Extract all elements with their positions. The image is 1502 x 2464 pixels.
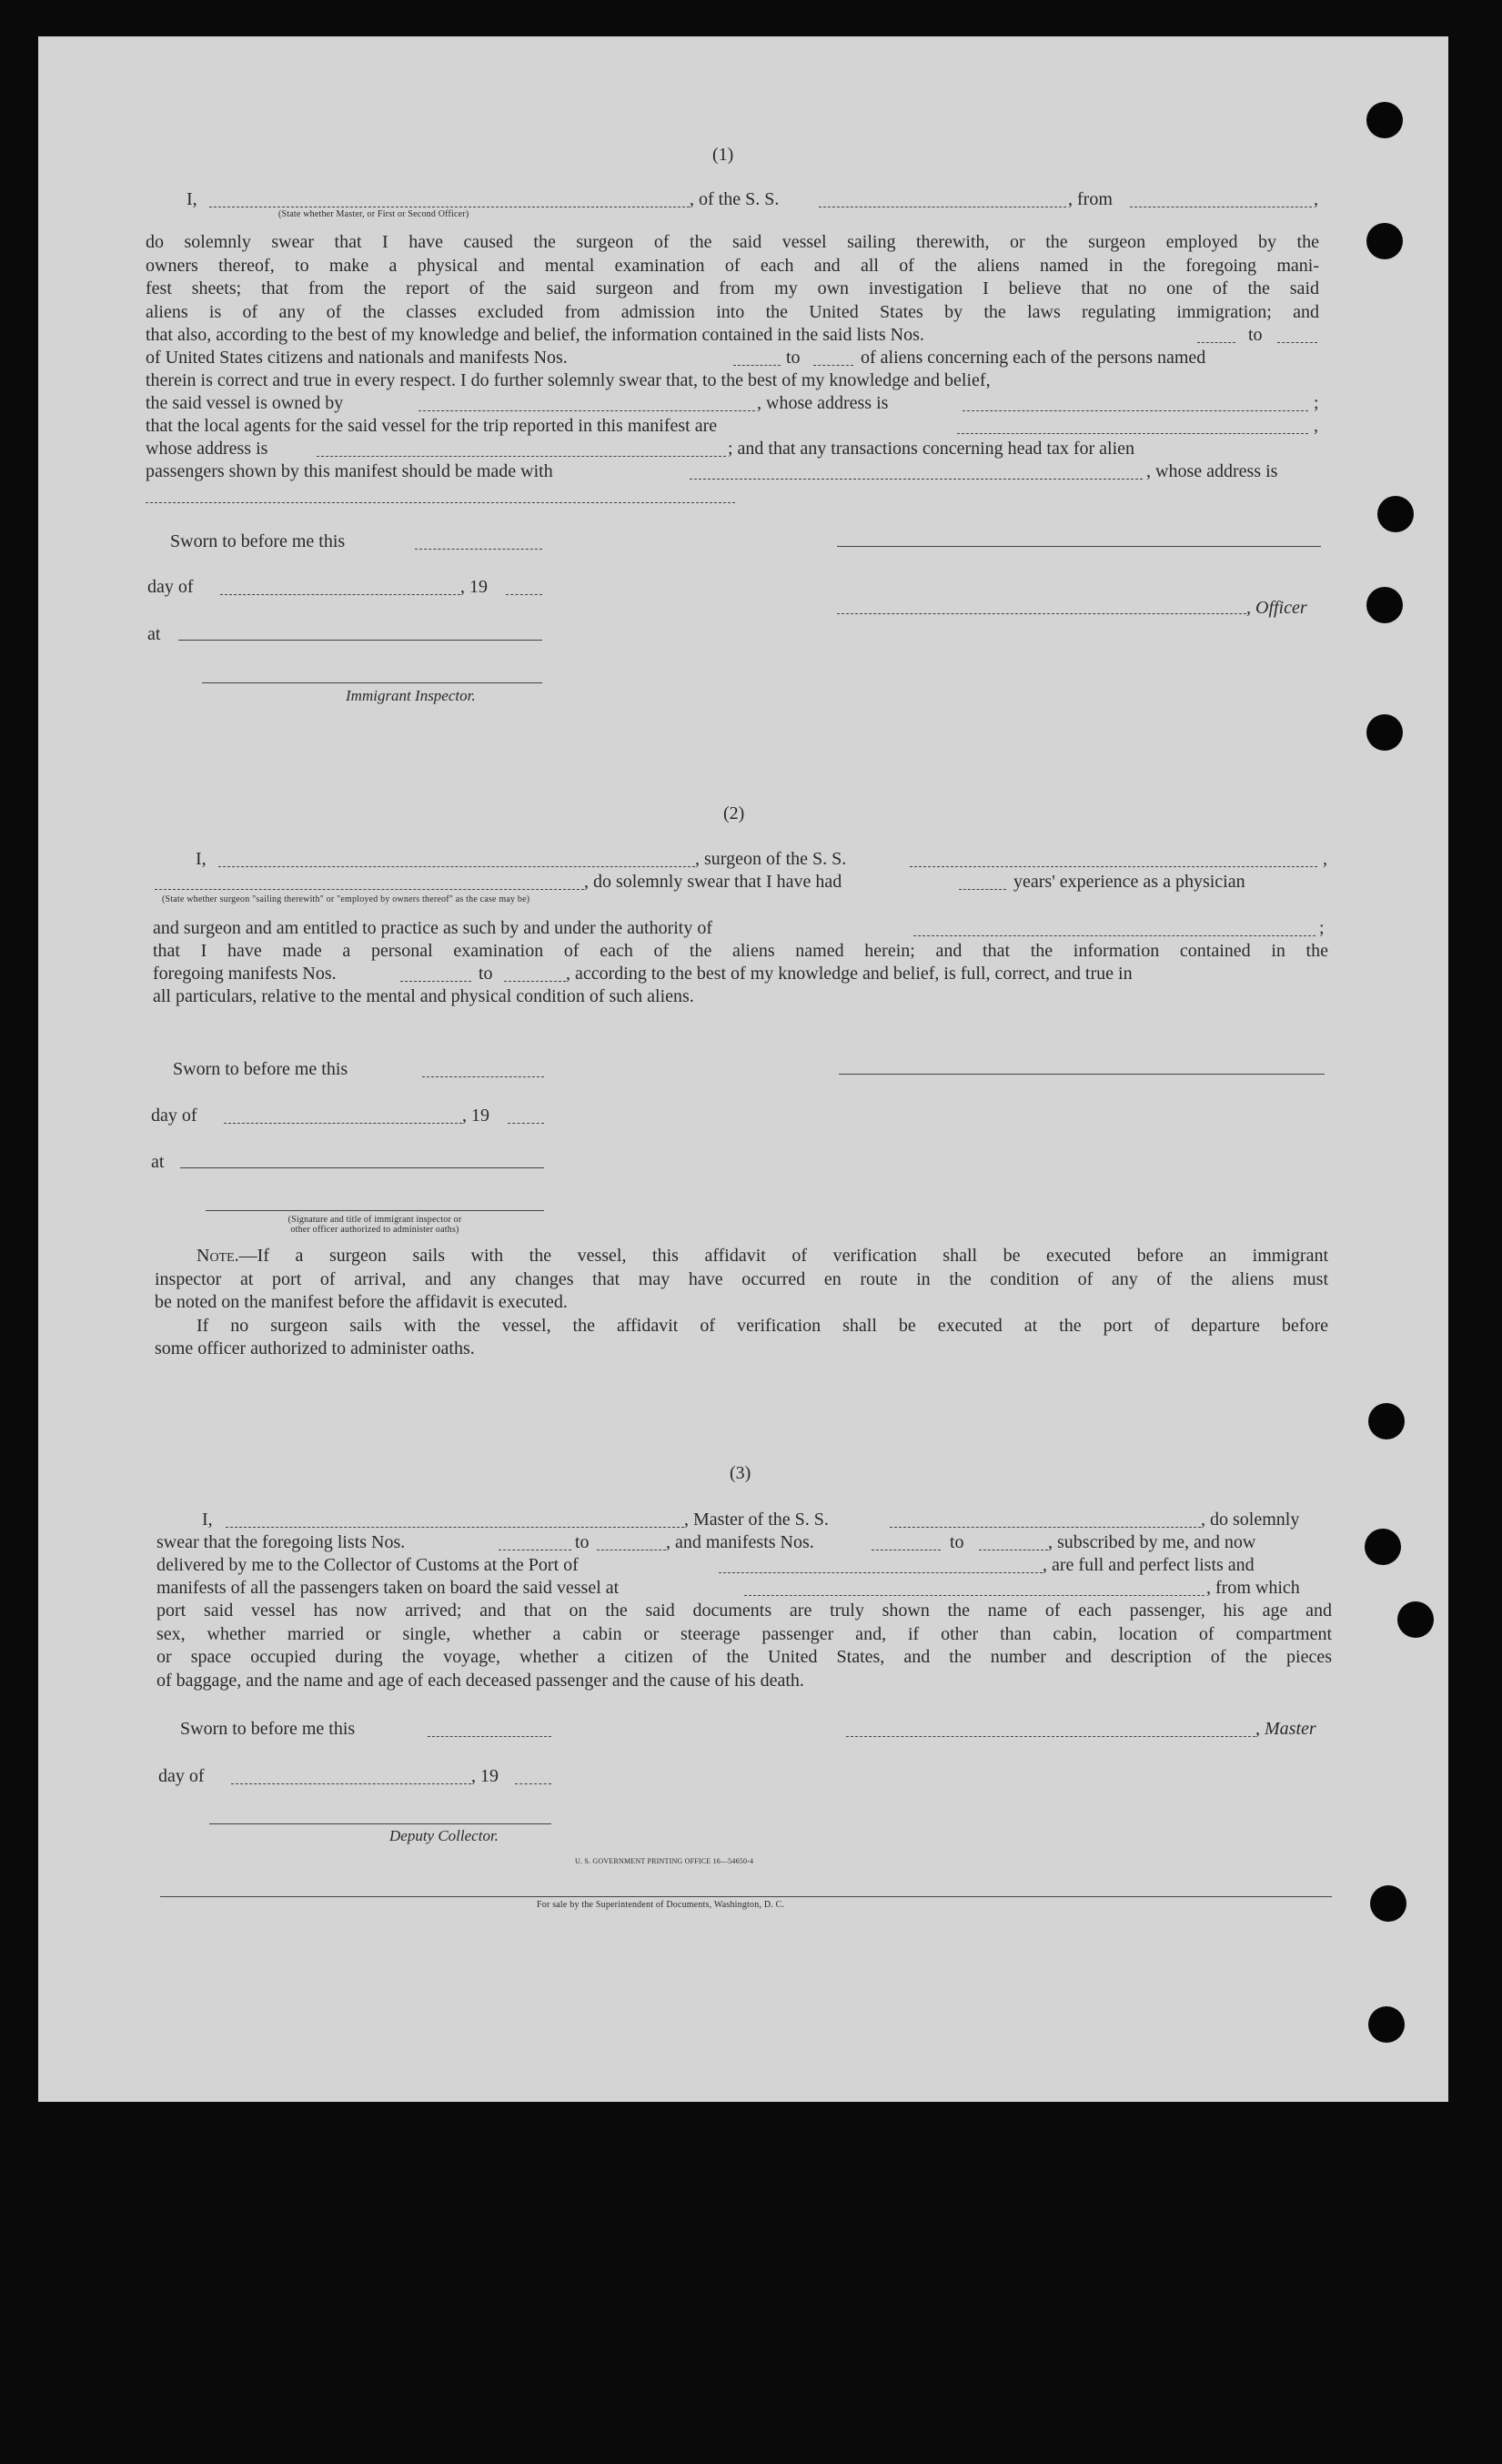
s1-whose-text: whose address is — [146, 439, 268, 459]
footer-rule — [160, 1896, 1332, 1897]
s1-pass-text: passengers shown by this manifest should be made with — [146, 461, 553, 481]
s1-agents-text: that the local agents for the said vessel for the trip reported in this manifest are — [146, 416, 718, 436]
s1-inspector-line — [202, 682, 542, 683]
s1-lists-from-blank — [1197, 342, 1235, 343]
s2-surgeon-signature-line — [839, 1074, 1325, 1075]
s3-sworn-blank — [428, 1736, 551, 1737]
s1-para-line: aliens is of any of the classes excluded from admission into the United States by the laws regulating immigration; and — [146, 301, 1319, 322]
s1-year-blank — [506, 594, 542, 595]
s1-paragraph — [146, 231, 1319, 324]
s3-solemnly-text: , do solemnly — [1201, 1510, 1300, 1530]
punch-hole — [1366, 714, 1403, 751]
s1-lists-to-blank — [1277, 342, 1317, 343]
s1-year-label: , 19 — [460, 577, 488, 597]
s1-day-blank — [220, 594, 460, 595]
punch-hole — [1366, 587, 1403, 623]
s1-officer-signature-line — [837, 546, 1321, 547]
s2-inspector-line — [206, 1210, 544, 1211]
s2-note-line: be noted on the manifest before the affidavit is executed. — [155, 1292, 568, 1312]
s3-board-blank — [744, 1595, 1205, 1596]
s2-year-blank — [508, 1123, 544, 1124]
punch-hole — [1368, 2006, 1405, 2043]
section-3-heading: (3) — [730, 1463, 751, 1483]
section-2-heading: (2) — [723, 803, 745, 823]
s1-manifest-from-blank — [733, 365, 781, 366]
s1-therein-text: therein is correct and true in every respect. I do further solemnly swear that, to the best of my knowledge and belief, — [146, 370, 991, 390]
s2-manifests-to: to — [479, 964, 493, 984]
s1-pass-address-label: , whose address is — [1146, 461, 1278, 481]
s3-perfect-text: , are full and perfect lists and — [1043, 1555, 1255, 1575]
s3-i-label: I, — [202, 1510, 213, 1530]
s1-officer-label: , Officer — [1246, 598, 1307, 618]
s2-note2-line: If no surgeon sails with the vessel, the affidavit of verification shall be executed at the port of departure before — [197, 1315, 1328, 1336]
s3-subscribed-text: , subscribed by me, and now — [1048, 1532, 1256, 1552]
s1-agents-comma: , — [1314, 416, 1318, 436]
s2-note-line: inspector at port of arrival, and any changes that may have occurred en route in the condition of any of the aliens must — [155, 1268, 1328, 1289]
s2-at-label: at — [151, 1152, 165, 1172]
s1-agent-address-blank — [317, 456, 726, 457]
s2-manifests-text: foregoing manifests Nos. — [153, 964, 337, 984]
s1-para-line: do solemnly swear that I have caused the surgeon of the said vessel sailing therewith, or the surgeon employed by the — [146, 232, 1319, 252]
s3-lists-text: swear that the foregoing lists Nos. — [156, 1532, 406, 1552]
s2-semicolon: ; — [1319, 918, 1325, 938]
s2-authority-text: and surgeon and am entitled to practice as such by and under the authority of — [153, 918, 712, 938]
s1-sworn-blank — [415, 549, 542, 550]
s2-capacity-note: (State whether surgeon "sailing therewith" or "employed by owners thereof" as the case may be) — [162, 894, 530, 904]
s1-lists-text: that also, according to the best of my knowledge and belief, the information contained in the said lists Nos. — [146, 325, 924, 345]
s1-owner-blank — [418, 410, 755, 411]
s2-ship-blank — [910, 866, 1317, 867]
punch-hole — [1366, 223, 1403, 259]
s1-agents-blank — [957, 433, 1308, 434]
s2-sig-note-1: (Signature and title of immigrant inspector or — [287, 1215, 462, 1225]
s2-particulars-text: all particulars, relative to the mental and physical condition of such aliens. — [153, 986, 694, 1006]
s2-comma: , — [1323, 849, 1327, 869]
s3-manifests-text: , and manifests Nos. — [666, 1532, 814, 1552]
s1-usc-to: to — [786, 348, 801, 368]
s1-at-label: at — [147, 624, 161, 644]
s3-master-label: , Master — [1255, 1719, 1316, 1739]
punch-hole — [1368, 1403, 1405, 1439]
s2-at-blank — [180, 1167, 544, 1168]
s1-para-line: fest sheets; that from the report of the said surgeon and from my own investigation I believe that no one of the said — [146, 278, 1319, 298]
s1-para-line: owners thereof, to make a physical and mental examination of each and all of the aliens named in the foregoing mani- — [146, 255, 1319, 276]
s3-manifests-to: to — [950, 1532, 964, 1552]
s3-year-blank — [515, 1783, 551, 1784]
s3-day-label: day of — [158, 1766, 205, 1786]
s2-sig-note-2: other officer authorized to administer oaths) — [290, 1225, 459, 1235]
s3-port-text: delivered by me to the Collector of Customs at the Port of — [156, 1555, 579, 1575]
s2-day-blank — [224, 1123, 462, 1124]
s3-year-label: , 19 — [471, 1766, 499, 1786]
s3-board-text: manifests of all the passengers taken on board the said vessel at — [156, 1578, 620, 1598]
s2-according-text: , according to the best of my knowledge and belief, is full, correct, and true in — [566, 964, 1133, 984]
s2-i-label: I, — [196, 849, 207, 869]
s2-manifests-from-blank — [400, 981, 471, 982]
s1-usc-text: of United States citizens and nationals and manifests Nos. — [146, 348, 568, 368]
s1-owner-address-blank — [963, 410, 1308, 411]
s2-swear-text: , do solemnly swear that I have had — [584, 872, 842, 892]
s2-day-label: day of — [151, 1106, 197, 1126]
sale-notice: For sale by the Superintendent of Documents, Washington, D. C. — [537, 1900, 785, 1910]
s3-master-label: , Master of the S. S. — [684, 1510, 829, 1530]
s2-note2-line: some officer authorized to administer oaths. — [155, 1338, 475, 1358]
s1-headtax-blank — [690, 479, 1143, 480]
punch-hole — [1377, 496, 1414, 532]
s2-year-label: , 19 — [462, 1106, 489, 1126]
s1-officer-note: (State whether Master, or First or Second Officer) — [278, 209, 469, 219]
s3-day-blank — [231, 1783, 471, 1784]
s2-name-blank — [218, 866, 695, 867]
s1-pass-address-blank — [146, 502, 735, 503]
s2-note-line — [155, 1245, 1328, 1268]
s3-port-blank — [719, 1572, 1043, 1573]
s1-manifest-to-blank — [813, 365, 853, 366]
s1-at-blank — [178, 640, 542, 641]
s1-from-label: , from — [1068, 189, 1113, 209]
s2-sworn-label: Sworn to before me this — [173, 1059, 348, 1079]
punch-hole — [1365, 1529, 1401, 1565]
s3-lists-to: to — [575, 1532, 590, 1552]
s2-years-blank — [959, 889, 1006, 890]
s1-of-ss-label: , of the S. S. — [690, 189, 780, 209]
s1-inspector-label: Immigrant Inspector. — [346, 687, 476, 704]
s1-owned-text: the said vessel is owned by — [146, 393, 344, 413]
s1-officer-title-blank — [837, 613, 1246, 614]
s3-para-line: or space occupied during the voyage, whether a citizen of the United States, and the number and description of the pieces — [156, 1647, 1332, 1667]
s2-years-text: years' experience as a physician — [1013, 872, 1245, 892]
s3-deputy-label: Deputy Collector. — [389, 1827, 499, 1844]
s1-headtax-text: ; and that any transactions concerning head tax for alien — [728, 439, 1135, 459]
s2-sworn-blank — [422, 1076, 544, 1077]
s3-para-line: sex, whether married or single, whether a cabin or steerage passenger and, if other than cabin, location of compartment — [156, 1623, 1332, 1644]
s2-capacity-blank — [155, 889, 584, 890]
s1-usc-text-b: of aliens concerning each of the persons named — [861, 348, 1206, 368]
s2-note-text: —If a surgeon sails with the vessel, this affidavit of verification shall be executed before an immigrant — [238, 1246, 1328, 1266]
s2-exam-line — [153, 940, 1328, 964]
punch-hole — [1370, 1885, 1406, 1922]
s3-from-which-text: , from which — [1206, 1578, 1300, 1598]
s3-para-line: of baggage, and the name and age of each deceased passenger and the cause of his death. — [156, 1670, 804, 1691]
s3-deputy-line — [209, 1823, 551, 1824]
s1-semicolon: ; — [1314, 393, 1319, 413]
s3-ship-blank — [890, 1527, 1201, 1528]
s1-comma: , — [1314, 189, 1318, 209]
s1-lists-to: to — [1248, 325, 1263, 345]
punch-hole — [1366, 102, 1403, 138]
s3-sworn-label: Sworn to before me this — [180, 1719, 356, 1739]
s2-exam-text: that I have made a personal examination of each of the aliens named herein; and that the information contained in the — [153, 941, 1328, 961]
gpo-imprint: U. S. GOVERNMENT PRINTING OFFICE 16—54650-4 — [575, 1857, 754, 1865]
s2-manifests-to-blank — [504, 981, 566, 982]
s2-note-paragraph — [155, 1245, 1328, 1361]
s2-surgeon-label: , surgeon of the S. S. — [695, 849, 847, 869]
s1-i-label: I, — [186, 189, 197, 209]
s3-name-blank — [226, 1527, 684, 1528]
s1-sworn-label: Sworn to before me this — [170, 531, 346, 551]
s2-note-label: Note. — [197, 1246, 239, 1266]
s3-para-line: port said vessel has now arrived; and that on the said documents are truly shown the name of each passenger, his age and — [156, 1601, 1332, 1621]
s3-paragraph — [156, 1600, 1332, 1692]
punch-hole — [1397, 1601, 1434, 1638]
section-1-heading: (1) — [712, 145, 734, 165]
s1-owner-address-label: , whose address is — [757, 393, 889, 413]
s3-master-signature-blank — [846, 1736, 1255, 1737]
s1-day-label: day of — [147, 577, 194, 597]
s2-authority-blank — [913, 935, 1316, 936]
